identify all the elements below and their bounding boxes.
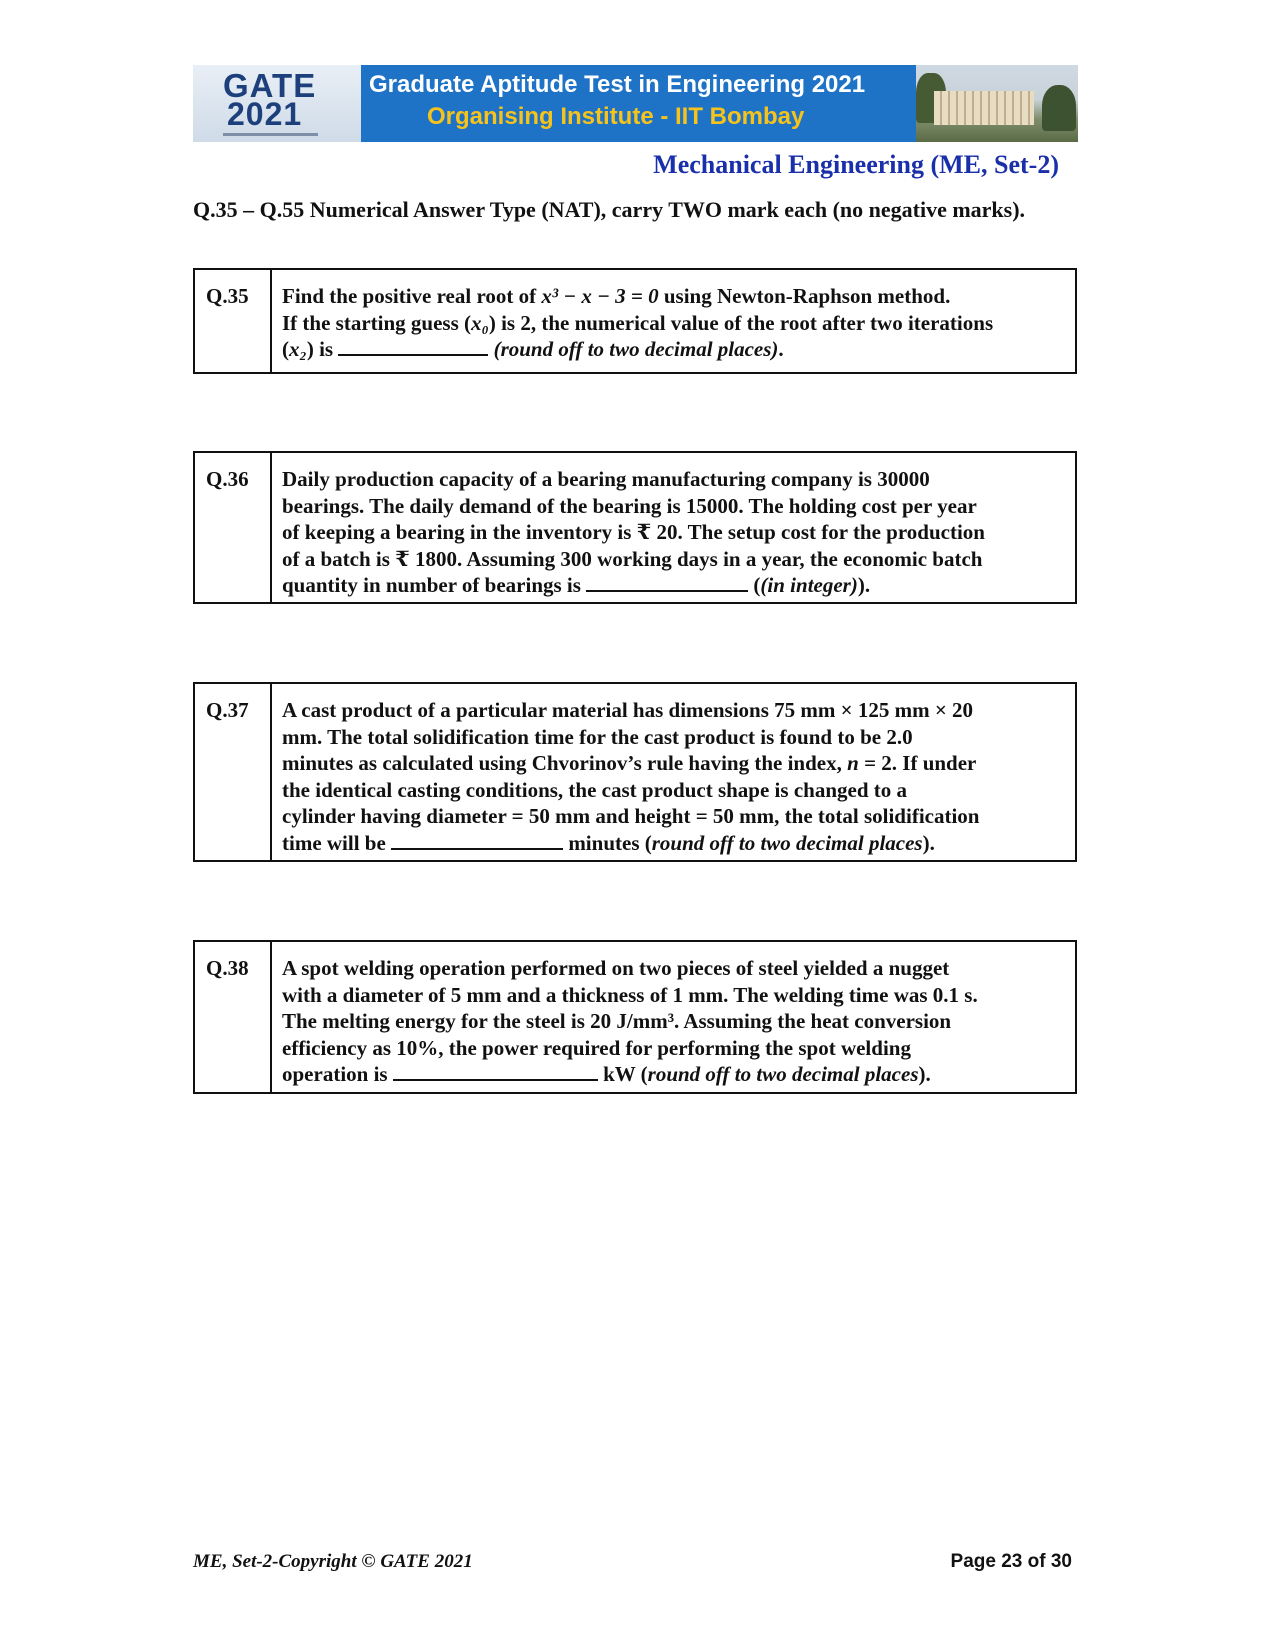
question-text [272, 270, 1075, 372]
text-run: time will be [282, 830, 392, 855]
question-box-37 [193, 682, 1077, 862]
question-line [282, 336, 1065, 363]
question-line: bearings. The daily demand of the bearing is 15000. The holding cost per year [282, 493, 977, 518]
question-number: Q.38 [195, 942, 272, 1092]
text-run: minutes as calculated using Chvorinov’s rule having the index, [282, 751, 848, 775]
question-box-38 [193, 940, 1077, 1094]
answer-blank [338, 336, 488, 356]
subject-title: Mechanical Engineering (ME, Set-2) [653, 150, 1059, 179]
text-run: = 2. If under [858, 751, 977, 775]
question-box-36 [193, 451, 1077, 604]
footer-copyright: ME, Set-2-Copyright © GATE 2021 [193, 1551, 473, 1572]
question-line: efficiency as 10%, the power required for performing the spot welding [282, 1035, 911, 1060]
campus-photo [916, 65, 1078, 142]
section-heading: Q.35 – Q.55 Numerical Answer Type (NAT), carry TWO mark each (no negative marks). [193, 197, 1026, 222]
text-run: ( [282, 337, 289, 361]
text-run: minutes ( [563, 830, 652, 855]
question-line: Daily production capacity of a bearing manufacturing company is 30000 [282, 467, 930, 491]
text-run: ). [922, 830, 935, 855]
text-run: ). [918, 1062, 931, 1086]
text-run: Find the positive real root of [282, 284, 542, 308]
question-number: Q.37 [195, 684, 272, 860]
text-run: ) is [306, 337, 339, 361]
question-line: A spot welding operation performed on two pieces of steel yielded a nugget [282, 956, 950, 980]
question-line: The melting energy for the steel is 20 J/mm³. Assuming the heat conversion [282, 1009, 952, 1033]
text-run: If the starting guess ( [282, 310, 471, 335]
logo-tagline-bar [223, 133, 318, 136]
logo-text-year: 2021 [227, 96, 303, 132]
math-expression: x³ − x − 3 = 0 [541, 284, 659, 308]
answer-instruction: (round off to two decimal places) [493, 337, 779, 361]
building-shape [934, 91, 1034, 125]
text-run: operation is [282, 1062, 393, 1086]
question-text [272, 453, 1075, 602]
answer-blank [586, 572, 748, 592]
question-line: cylinder having diameter = 50 mm and height = 50 mm, the total solidification [282, 804, 980, 828]
question-line [282, 750, 1065, 777]
answer-instruction: (in integer) [760, 573, 858, 597]
math-variable: n [847, 751, 859, 775]
text-run: quantity in number of bearings is [282, 573, 587, 597]
question-number: Q.35 [195, 270, 272, 372]
math-expression: x₂ [289, 337, 307, 361]
question-line: of keeping a bearing in the inventory is ₹ 20. The setup cost for the production [282, 520, 985, 544]
math-expression: x₀ [471, 310, 489, 335]
question-text [272, 684, 1075, 860]
question-line: mm. The total solidification time for the cast product is found to be 2.0 [282, 724, 913, 749]
answer-blank [393, 1061, 598, 1081]
question-line: A cast product of a particular material has dimensions 75 mm × 125 mm × 20 [282, 698, 974, 722]
question-line: the identical casting conditions, the cast product shape is changed to a [282, 777, 907, 802]
question-text [272, 942, 1075, 1092]
question-line [282, 310, 1065, 337]
text-run: kW ( [597, 1062, 648, 1086]
header-title-panel [361, 65, 916, 142]
question-line: of a batch is ₹ 1800. Assuming 300 working days in a year, the economic batch [282, 546, 983, 571]
question-line [282, 830, 1065, 857]
answer-blank [391, 830, 563, 850]
header-organiser: Organising Institute - IIT Bombay [427, 103, 805, 130]
question-number: Q.36 [195, 453, 272, 602]
question-line [282, 283, 1065, 310]
text-run: . [778, 337, 784, 361]
gate-logo [193, 65, 361, 142]
question-line: with a diameter of 5 mm and a thickness of 1 mm. The welding time was 0.1 s. [282, 982, 978, 1007]
text-run: ) is 2, the numerical value of the root after two iterations [488, 310, 994, 335]
answer-instruction: round off to two decimal places [647, 1062, 919, 1086]
question-line [282, 1061, 1065, 1088]
text-run: using Newton-Raphson method. [658, 284, 951, 308]
tree-shape [1042, 85, 1076, 131]
logo-text-gate: GATE [223, 67, 317, 104]
footer-page-number: Page 23 of 30 [950, 1551, 1072, 1572]
question-box-35 [193, 268, 1077, 374]
question-line: quantity in number of bearings is ((in integer)). [282, 573, 871, 597]
header-title: Graduate Aptitude Test in Engineering 2021 [369, 71, 866, 98]
header-banner [193, 65, 1078, 142]
answer-instruction: round off to two decimal places [651, 830, 923, 855]
text-run: . [864, 573, 871, 597]
